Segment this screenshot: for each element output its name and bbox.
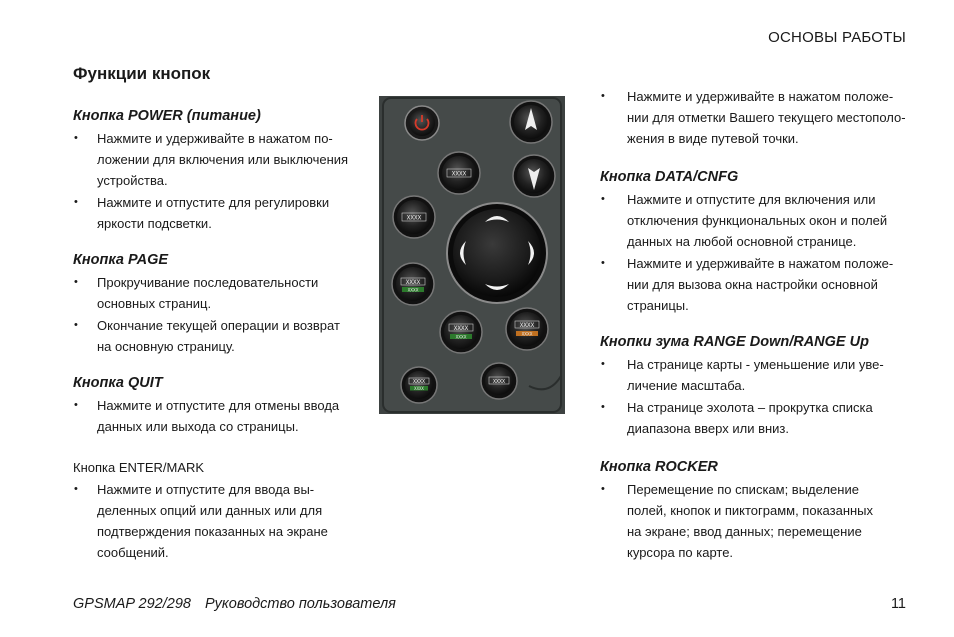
power-button [405, 106, 439, 140]
manual-subtitle: Руководство пользователя [204, 596, 396, 612]
list-item: • Нажмите и удерживайте в нажатом по- ложении для включения или выключения устройства. [73, 128, 363, 191]
range-up-button [510, 101, 552, 143]
list-item: • Нажмите и удерживайте в нажатом положе- нии для вызова окна настройки основной страницы. [600, 253, 910, 316]
page-number: 11 [890, 596, 906, 612]
section-title: Кнопка PAGE [73, 252, 169, 268]
list-item: • Нажмите и отпустите для ввода вы- деленных опций или данных или для подтверждения показанных на экране сообщений. [73, 479, 363, 563]
button-label: XXXX [406, 214, 422, 222]
data-cnfg-button [440, 311, 482, 353]
button-label: XXXX [405, 279, 421, 286]
section-enter-mark [73, 460, 363, 564]
button-sublabel: XXXX [521, 332, 533, 338]
range-down-button [513, 155, 555, 197]
section-data-cnfg [600, 169, 910, 317]
page-title: Функции кнопок [73, 64, 211, 83]
button-label: XXXX [492, 379, 506, 385]
function-button-bottom-left [401, 367, 437, 403]
section-enter-mark-continued [600, 86, 910, 150]
section-rocker [600, 459, 910, 564]
function-button-right [506, 308, 548, 350]
button-label: XXXX [412, 379, 426, 385]
quit-button [393, 196, 435, 238]
section-range [600, 334, 910, 440]
section-title: Кнопка POWER (питание) [73, 108, 261, 124]
button-label: XXXX [453, 325, 469, 332]
list-item: • Прокручивание последовательности основных страниц. [73, 272, 363, 314]
button-sublabel: XXXX [455, 335, 467, 341]
section-title: Кнопки зума RANGE Down/RANGE Up [600, 334, 869, 350]
button-label: XXXX [519, 322, 535, 329]
section-title: Кнопка ENTER/MARK [73, 460, 205, 475]
button-sublabel: XXXX [407, 288, 419, 294]
section-page [73, 252, 363, 358]
list-item: • Нажмите и отпустите для регулировки яркости подсветки. [73, 192, 363, 234]
list-item: • Нажмите и удерживайте в нажатом положе- нии для отметки Вашего текущего местополо- жения в виде путевой точки. [600, 86, 910, 149]
list-item: • На странице карты - уменьшение или уве- личение масштаба. [600, 354, 910, 396]
section-quit [73, 375, 363, 438]
footer-manual-title [73, 596, 396, 612]
rocker-button [447, 203, 547, 303]
button-sublabel: XXXX [414, 386, 424, 391]
list-item: • Перемещение по спискам; выделение полей, кнопок и пиктограмм, показанных на экране; ввод данных; перемещение курсора по карте. [600, 479, 910, 563]
list-item: • Нажмите и отпустите для включения или отключения функциональных окон и полей данных на любой основной странице. [600, 189, 910, 252]
section-title: Кнопка ROCKER [600, 459, 718, 475]
page-button [438, 152, 480, 194]
enter-mark-button [392, 263, 434, 305]
function-button-bottom-center [481, 363, 517, 399]
section-power [73, 108, 363, 235]
section-title: Кнопка DATA/CNFG [600, 169, 739, 185]
button-label: XXXX [451, 170, 467, 178]
device-keypad-image [379, 96, 565, 414]
manual-model: GPSMAP 292/298 [73, 596, 191, 612]
section-title: Кнопка QUIT [73, 375, 163, 391]
list-item: • На странице эхолота – прокрутка списка диапазона вверх или вниз. [600, 397, 910, 439]
running-header: ОСНОВЫ РАБОТЫ [768, 29, 906, 46]
list-item: • Окончание текущей операции и возврат на основную страницу. [73, 315, 363, 357]
list-item: • Нажмите и отпустите для отмены ввода данных или выхода со страницы. [73, 395, 363, 437]
